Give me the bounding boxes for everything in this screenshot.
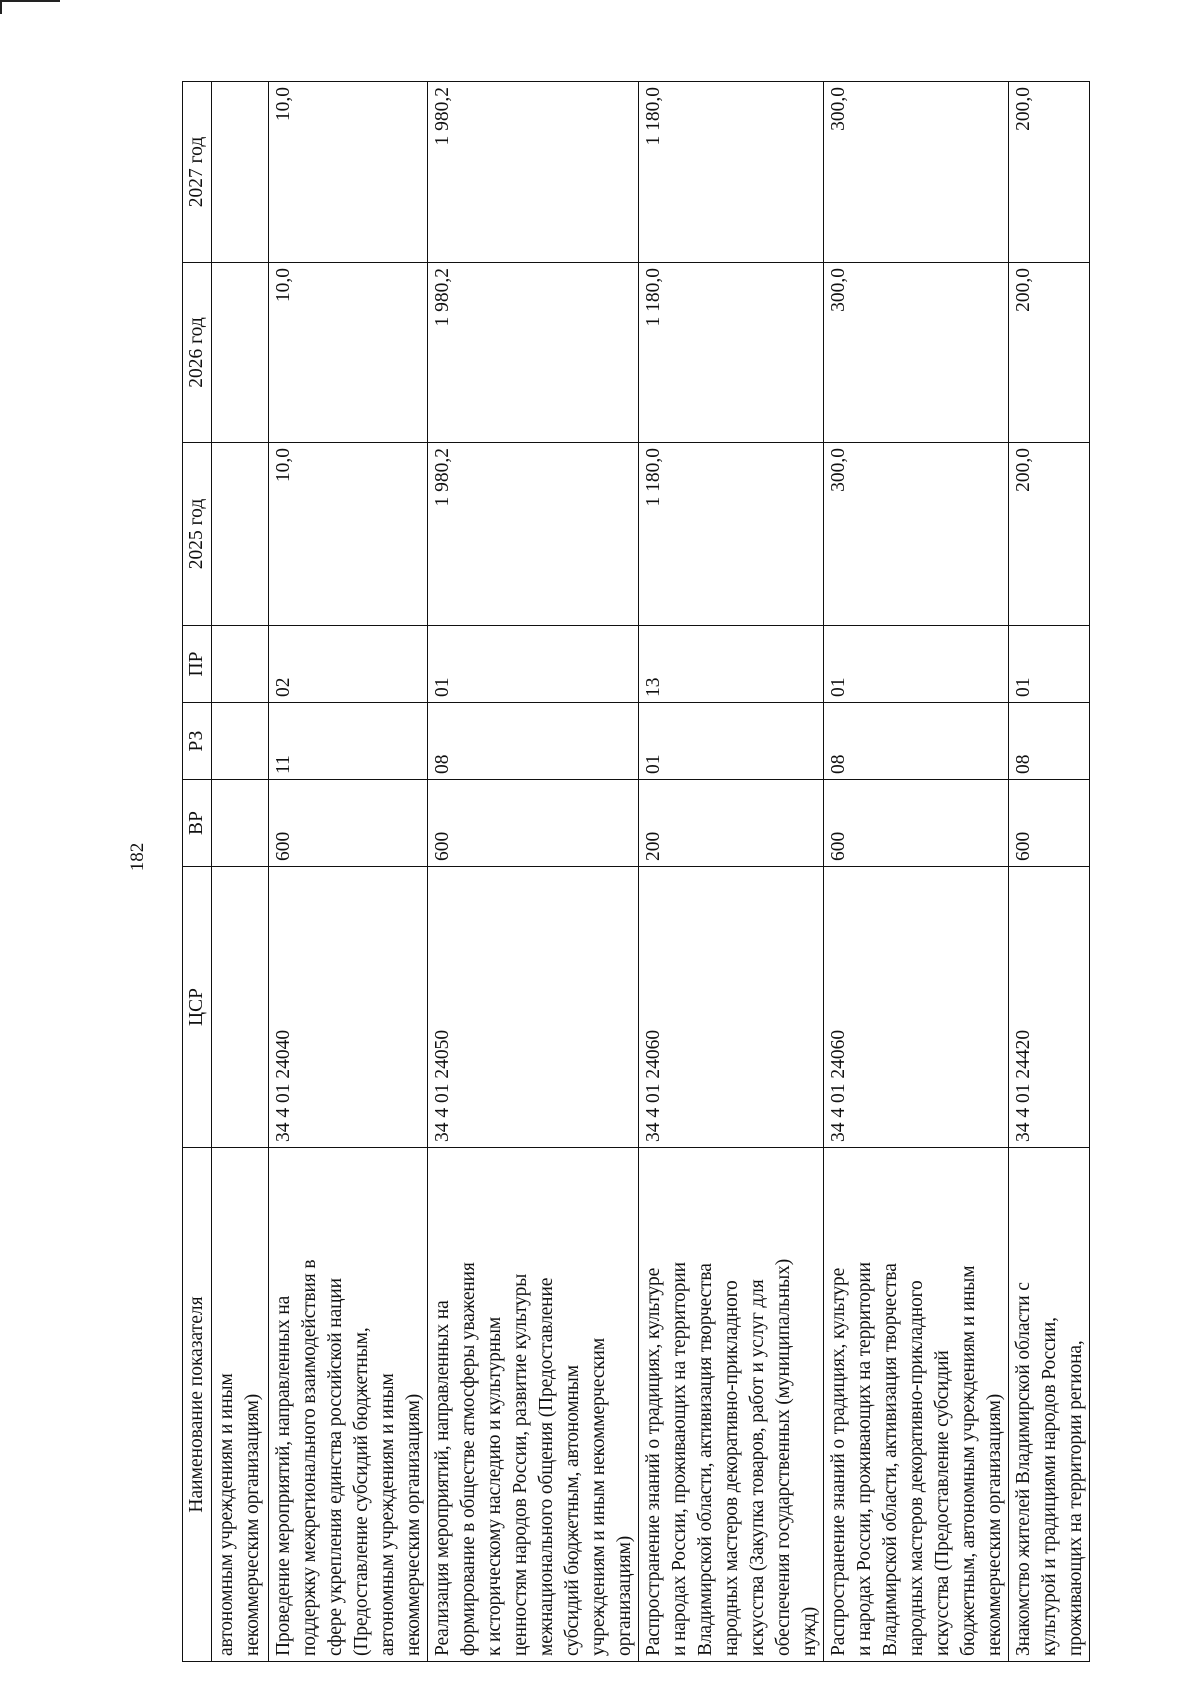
row-vr: 600	[269, 780, 428, 867]
table-row	[639, 82, 824, 1662]
row-csr: 34 4 01 24060	[824, 867, 1009, 1148]
row-rz: 11	[269, 703, 428, 780]
row-csr	[212, 867, 269, 1148]
row-name: Знакомство жителей Владимирской области с культурой и традициями народов России, проживающих на территории региона,	[1013, 1282, 1086, 1656]
row-2026: 200,0	[1009, 263, 1090, 443]
row-2025: 300,0	[824, 443, 1009, 626]
row-vr: 600	[1009, 780, 1090, 867]
row-2026: 1 180,0	[639, 263, 824, 443]
page-number: 182	[127, 842, 148, 872]
row-2025: 1 980,2	[428, 443, 639, 626]
row-2026: 10,0	[269, 263, 428, 443]
row-csr: 34 4 01 24050	[428, 867, 639, 1148]
header-rz: РЗ	[183, 703, 212, 780]
table-header-row	[183, 82, 212, 1662]
row-vr	[212, 780, 269, 867]
header-pr: ПР	[183, 626, 212, 703]
row-name: Распространение знаний о традициях, культуре и народах России, проживающих на территории Владимирской области, активизация творчества народных мастеров декоративно-прикладного искусства (Закупка товаров, работ и услуг для обеспечения государственных (муниципальных) нужд)	[643, 1258, 820, 1656]
header-csr: ЦСР	[183, 867, 212, 1148]
row-pr: 01	[1009, 626, 1090, 703]
header-name: Наименование показателя	[183, 1148, 212, 1662]
row-vr: 200	[639, 780, 824, 867]
row-2025	[212, 443, 269, 626]
row-csr: 34 4 01 24040	[269, 867, 428, 1148]
row-pr: 02	[269, 626, 428, 703]
header-2027: 2027 год	[183, 82, 212, 263]
row-2027: 10,0	[269, 82, 428, 263]
row-rz: 08	[428, 703, 639, 780]
row-rz	[212, 703, 269, 780]
header-2025: 2025 год	[183, 443, 212, 626]
table-row	[824, 82, 1009, 1662]
row-2026: 300,0	[824, 263, 1009, 443]
row-2027: 1 180,0	[639, 82, 824, 263]
row-rz: 01	[639, 703, 824, 780]
row-vr: 600	[428, 780, 639, 867]
row-name: Распространение знаний о традициях, культуре и народах России, проживающих на территории Владимирской области, активизация творчества народных мастеров декоративно-прикладного искусства (Предоставление субсидий бюджетным, автономным учреждениям и иным некоммерческим организациям)	[828, 1262, 1005, 1656]
row-name: Проведение мероприятий, направленных на поддержку межрегионального взаимодействия в сфере укрепления единства российской нации (Предоставление субсидий бюджетным, автономным учреждениям и иным некоммерческим организациям)	[273, 1259, 424, 1656]
row-vr: 600	[824, 780, 1009, 867]
row-csr: 34 4 01 24420	[1009, 867, 1090, 1148]
row-pr: 13	[639, 626, 824, 703]
row-2025: 1 180,0	[639, 443, 824, 626]
row-2027	[212, 82, 269, 263]
table-row	[212, 82, 269, 1662]
row-csr: 34 4 01 24060	[639, 867, 824, 1148]
row-2027: 300,0	[824, 82, 1009, 263]
table-row	[428, 82, 639, 1662]
header-2026: 2026 год	[183, 263, 212, 443]
rotated-table-container	[182, 82, 1086, 1662]
row-name: автономным учреждениям и иным некоммерческим организациям)	[216, 1373, 263, 1656]
row-2026	[212, 263, 269, 443]
row-2025: 10,0	[269, 443, 428, 626]
table-row	[1009, 82, 1090, 1662]
scan-artifact	[0, 0, 60, 2]
scan-artifact	[0, 0, 2, 14]
row-name: Реализация мероприятий, направленных на формирование в обществе атмосферы уважения к историческому наследию и культурным ценностям народов России, развитие культуры межнационального общения (Предоставление субсидий бюджетным, автономным учреждениям и иным некоммерческим организациям)	[432, 1262, 635, 1656]
row-rz: 08	[824, 703, 1009, 780]
row-2027: 200,0	[1009, 82, 1090, 263]
row-2027: 1 980,2	[428, 82, 639, 263]
row-pr: 01	[428, 626, 639, 703]
table-row	[269, 82, 428, 1662]
row-2025: 200,0	[1009, 443, 1090, 626]
row-pr	[212, 626, 269, 703]
row-rz: 08	[1009, 703, 1090, 780]
header-vr: ВР	[183, 780, 212, 867]
row-pr: 01	[824, 626, 1009, 703]
row-2026: 1 980,2	[428, 263, 639, 443]
budget-table	[182, 81, 1090, 1662]
